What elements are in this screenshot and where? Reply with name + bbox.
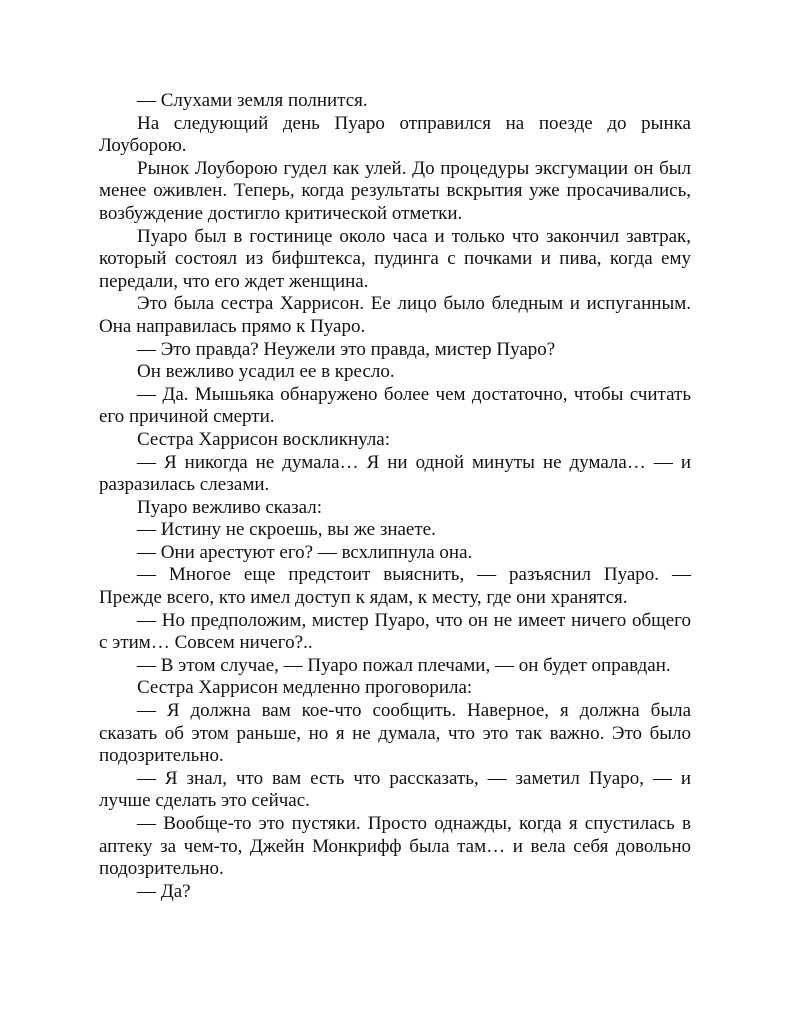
paragraph: Это была сестра Харрисон. Ее лицо было бледным и испуганным. Она направилась прямо к Пуаро. bbox=[99, 293, 691, 337]
paragraph: — Многое еще предстоит выяснить, — разъяснил Пуаро. — Прежде всего, кто имел доступ к ядам, к месту, где они хранятся. bbox=[99, 564, 691, 609]
paragraph: Пуаро был в гостинице около часа и только что закончил завтрак, который состоял из бифштекса, пудинга с почками и пива, когда ему передали, что его ждет женщина. bbox=[99, 225, 691, 292]
paragraph: — Да. Мышьяка обнаружено более чем достаточно, чтобы считать его причиной смерти. bbox=[99, 383, 691, 428]
paragraph: — Я знал, что вам есть что рассказать, — заметил Пуаро, — и лучше сделать это сейчас. bbox=[99, 767, 691, 812]
paragraph: Сестра Харрисон медленно проговорила: bbox=[137, 677, 473, 699]
paragraph: — Да? bbox=[137, 880, 191, 902]
paragraph: — Они арестуют его? — всхлипнула она. bbox=[137, 541, 473, 563]
paragraph: — Но предположим, мистер Пуаро, что он не имеет ничего общего с этим… Совсем ничего?.. bbox=[99, 609, 691, 654]
body-text bbox=[99, 90, 691, 903]
paragraph: Рынок Лоуборою гудел как улей. До процедуры эксгумации он был менее оживлен. Теперь, когда результаты вскрытия уже просачивались, возбуждение достигло критической отметки. bbox=[99, 157, 691, 224]
paragraph: Сестра Харрисон воскликнула: bbox=[137, 428, 391, 450]
paragraph: На следующий день Пуаро отправился на поезде до рынка Лоуборою. bbox=[99, 112, 691, 157]
paragraph: Он вежливо усадил ее в кресло. bbox=[137, 361, 395, 383]
paragraph: — В этом случае, — Пуаро пожал плечами, — он будет оправдан. bbox=[137, 654, 671, 676]
paragraph: — Слухами земля полнится. bbox=[137, 90, 368, 111]
paragraph: — Истину не скроешь, вы же знаете. bbox=[137, 519, 436, 541]
paragraph: — Это правда? Неужели это правда, мистер Пуаро? bbox=[137, 338, 556, 360]
paragraph: — Вообще-то это пустяки. Просто однажды, когда я спустилась в аптеку за чем-то, Джейн Монкрифф была там… и вела себя довольно подозрительно. bbox=[99, 813, 691, 880]
paragraph: — Я никогда не думала… Я ни одной минуты не думала… — и разразилась слезами. bbox=[99, 451, 691, 496]
paragraph: Пуаро вежливо сказал: bbox=[137, 496, 322, 518]
paragraph: — Я должна вам кое-что сообщить. Наверное, я должна была сказать об этом раньше, но я не думала, что это так важно. Это было подозрительно. bbox=[99, 700, 691, 767]
